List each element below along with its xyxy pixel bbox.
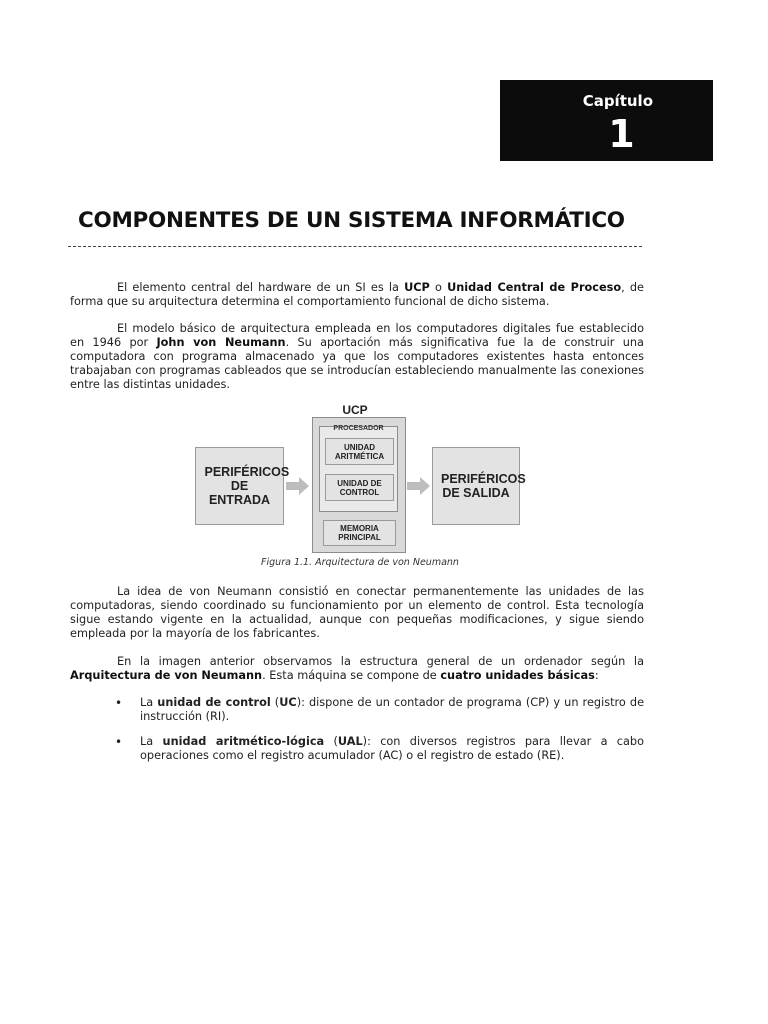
arrow-right-icon <box>286 477 310 495</box>
figure-caption: Figura 1.1. Arquitectura de von Neumann <box>261 557 459 568</box>
paragraph-2 <box>70 322 644 392</box>
text: En la imagen anterior observamos la estructura general de un ordenador según la <box>117 655 644 668</box>
memory-box <box>323 520 396 546</box>
chapter-number: 1 <box>608 112 635 156</box>
paragraph-4 <box>70 655 644 683</box>
text: ): dispone de un contador de programa (CP) y un registro de instrucción (RI). <box>140 696 645 724</box>
output-peripherals-label: PERIFÉRICOS DE SALIDA <box>441 472 526 500</box>
bold-term: UAL <box>337 734 363 748</box>
text: : <box>594 668 599 682</box>
text: La <box>140 734 163 748</box>
alu-label: UNIDAD ARITMÉTICA <box>334 442 385 461</box>
bullet-icon: • <box>115 696 123 710</box>
text: La <box>140 696 158 709</box>
bold-term: unidad aritmético-lógica <box>162 734 325 748</box>
control-unit-label: UNIDAD DE CONTROL <box>337 478 382 497</box>
text: El elemento central del hardware de un SI es la <box>117 281 405 294</box>
bold-term: UCP <box>404 281 430 294</box>
text: ( <box>270 696 280 709</box>
text: ( <box>324 734 338 748</box>
list-item <box>70 735 644 764</box>
bold-term: cuatro unidades básicas <box>440 668 595 682</box>
text: o <box>429 281 448 294</box>
bold-term: UC <box>279 696 297 709</box>
text: . Su aportación más significativa fue la de construir una computadora con programa almacenado ya que los computadores existentes hasta entonces trabajaban con programas cableados que se introducían estableciendo manualmente las conexiones entre las distintas unidades. <box>70 335 644 391</box>
units-list <box>70 696 644 773</box>
von-neumann-diagram <box>195 403 525 553</box>
alu-box <box>325 438 394 465</box>
chapter-label: Capítulo <box>582 92 653 110</box>
input-peripherals-box <box>195 447 290 525</box>
text: El modelo básico de arquitectura empleada en los computadores digitales fue establecido en 1946 por <box>70 322 644 349</box>
bold-term: John von Neumann <box>156 335 286 349</box>
bullet-icon: • <box>115 734 123 749</box>
output-peripherals-box <box>432 447 526 525</box>
text: ): con diversos registros para llevar a cabo operaciones como el registro acumulador (AC) o el registro de estado (RE). <box>140 734 645 762</box>
paragraph-3 <box>70 585 644 641</box>
list-item <box>70 696 644 725</box>
text: . Esta máquina se compone de <box>262 668 441 682</box>
arrow-right-icon <box>407 477 431 495</box>
bold-term: Unidad Central de Proceso <box>447 281 622 294</box>
memory-label: MEMORIA PRINCIPAL <box>338 524 381 542</box>
bold-term: unidad de control <box>157 696 271 709</box>
page-title: COMPONENTES DE UN SISTEMA INFORMÁTICO <box>78 208 625 233</box>
chapter-badge <box>500 80 713 161</box>
processor-label: PROCESADOR <box>333 425 384 432</box>
text: , de forma que su arquitectura determina el comportamiento funcional de dicho sistema. <box>70 281 644 308</box>
paragraph-1 <box>70 281 644 309</box>
bold-term: Arquitectura de von Neumann <box>70 668 263 682</box>
ucp-label: UCP <box>342 403 368 417</box>
text: La idea de von Neumann consistió en conectar permanentemente las unidades de las computadoras, siendo coordinado su funcionamiento por un elemento de control. Esta tecnología sigue estando vigente en la actualidad, aunque con pequeñas modificaciones, y sigue siendo empleada por la mayoría de los fabricantes. <box>70 585 644 640</box>
input-peripherals-label: PERIFÉRICOS DE ENTRADA <box>204 465 290 507</box>
title-divider <box>68 246 642 247</box>
control-unit-box <box>325 474 394 501</box>
